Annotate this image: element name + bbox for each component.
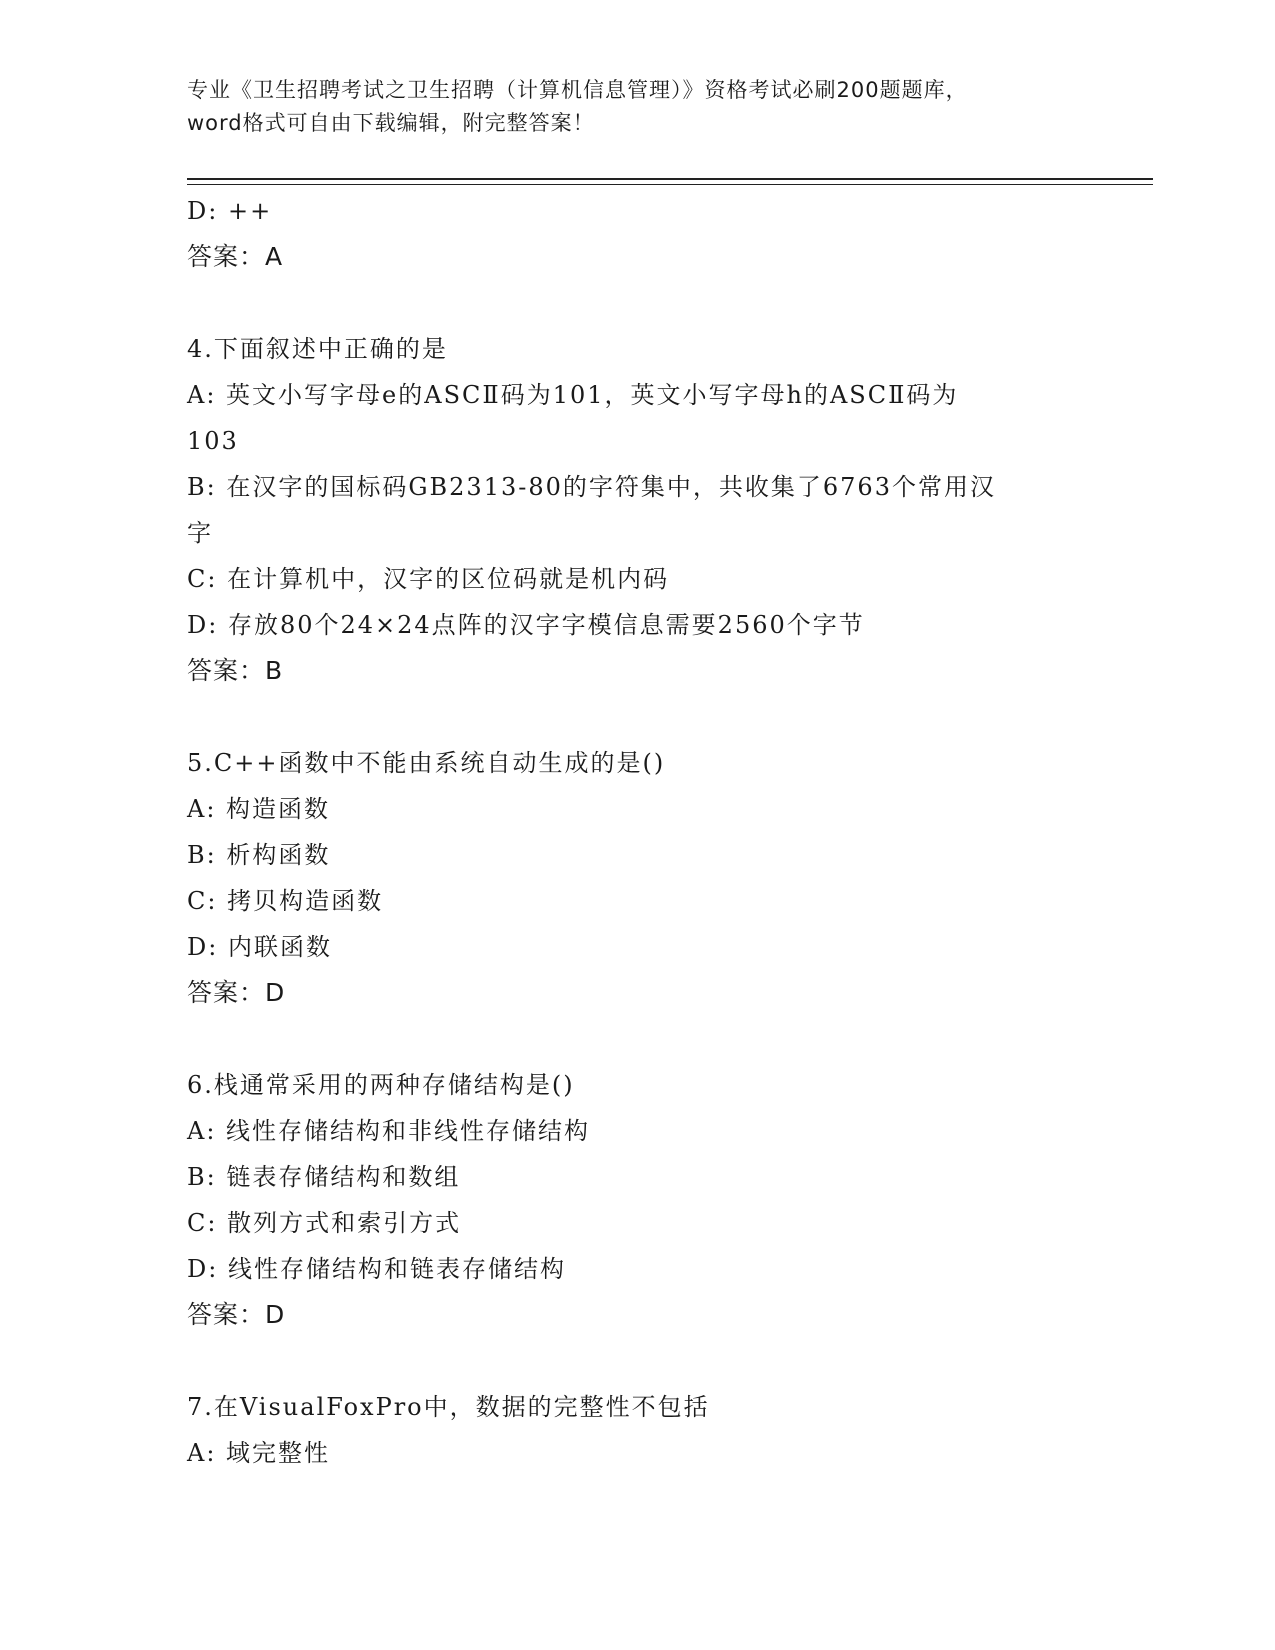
question-stem: 4.下面叙述中正确的是: [187, 335, 448, 363]
option-d: D: ++: [187, 197, 273, 225]
answer-line: 答案：A: [187, 242, 284, 271]
option-a: A: 线性存储结构和非线性存储结构: [187, 1117, 591, 1145]
question-stem: 5.C++函数中不能由系统自动生成的是(): [187, 749, 666, 777]
question-5: [187, 740, 1087, 1016]
spacer: [187, 694, 1087, 740]
header-title-line-1: 专业《卫生招聘考试之卫生招聘（计算机信息管理）》资格考试必刷200题题库，: [187, 78, 968, 102]
option-a: A: 构造函数: [187, 795, 331, 823]
question-7: [187, 1384, 1087, 1476]
header-divider-thick: [187, 178, 1153, 180]
option-b: B: 在汉字的国标码GB2313-80的字符集中，共收集了6763个常用汉: [187, 473, 996, 501]
question-stem: 7.在VisualFoxPro中，数据的完整性不包括: [187, 1393, 710, 1421]
spacer: [187, 280, 1087, 326]
document-header: [187, 74, 1067, 140]
option-b: B: 析构函数: [187, 841, 331, 869]
question-6: [187, 1062, 1087, 1338]
option-c: C: 拷贝构造函数: [187, 887, 384, 915]
option-b: B: 链表存储结构和数组: [187, 1163, 461, 1191]
answer-line: 答案：D: [187, 978, 286, 1007]
option-d: D: 线性存储结构和链表存储结构: [187, 1255, 566, 1283]
option-a: A: 英文小写字母e的ASCⅡ码为101，英文小写字母h的ASCⅡ码为: [187, 381, 959, 409]
option-b-continued: 字: [187, 519, 213, 547]
header-divider-thin: [187, 184, 1153, 185]
option-a-continued: 103: [187, 427, 239, 455]
header-title-line-2: word格式可自由下载编辑，附完整答案！: [187, 111, 595, 135]
question-fragment: [187, 188, 1087, 280]
question-stem: 6.栈通常采用的两种存储结构是(): [187, 1071, 575, 1099]
spacer: [187, 1016, 1087, 1062]
option-d: D: 内联函数: [187, 933, 332, 961]
option-d: D: 存放80个24×24点阵的汉字字模信息需要2560个字节: [187, 611, 865, 639]
option-c: C: 散列方式和索引方式: [187, 1209, 462, 1237]
question-list: [187, 188, 1087, 1476]
option-a: A: 域完整性: [187, 1439, 331, 1467]
spacer: [187, 1338, 1087, 1384]
question-4: [187, 326, 1087, 694]
option-c: C: 在计算机中，汉字的区位码就是机内码: [187, 565, 670, 593]
answer-line: 答案：B: [187, 656, 284, 685]
answer-line: 答案：D: [187, 1300, 286, 1329]
